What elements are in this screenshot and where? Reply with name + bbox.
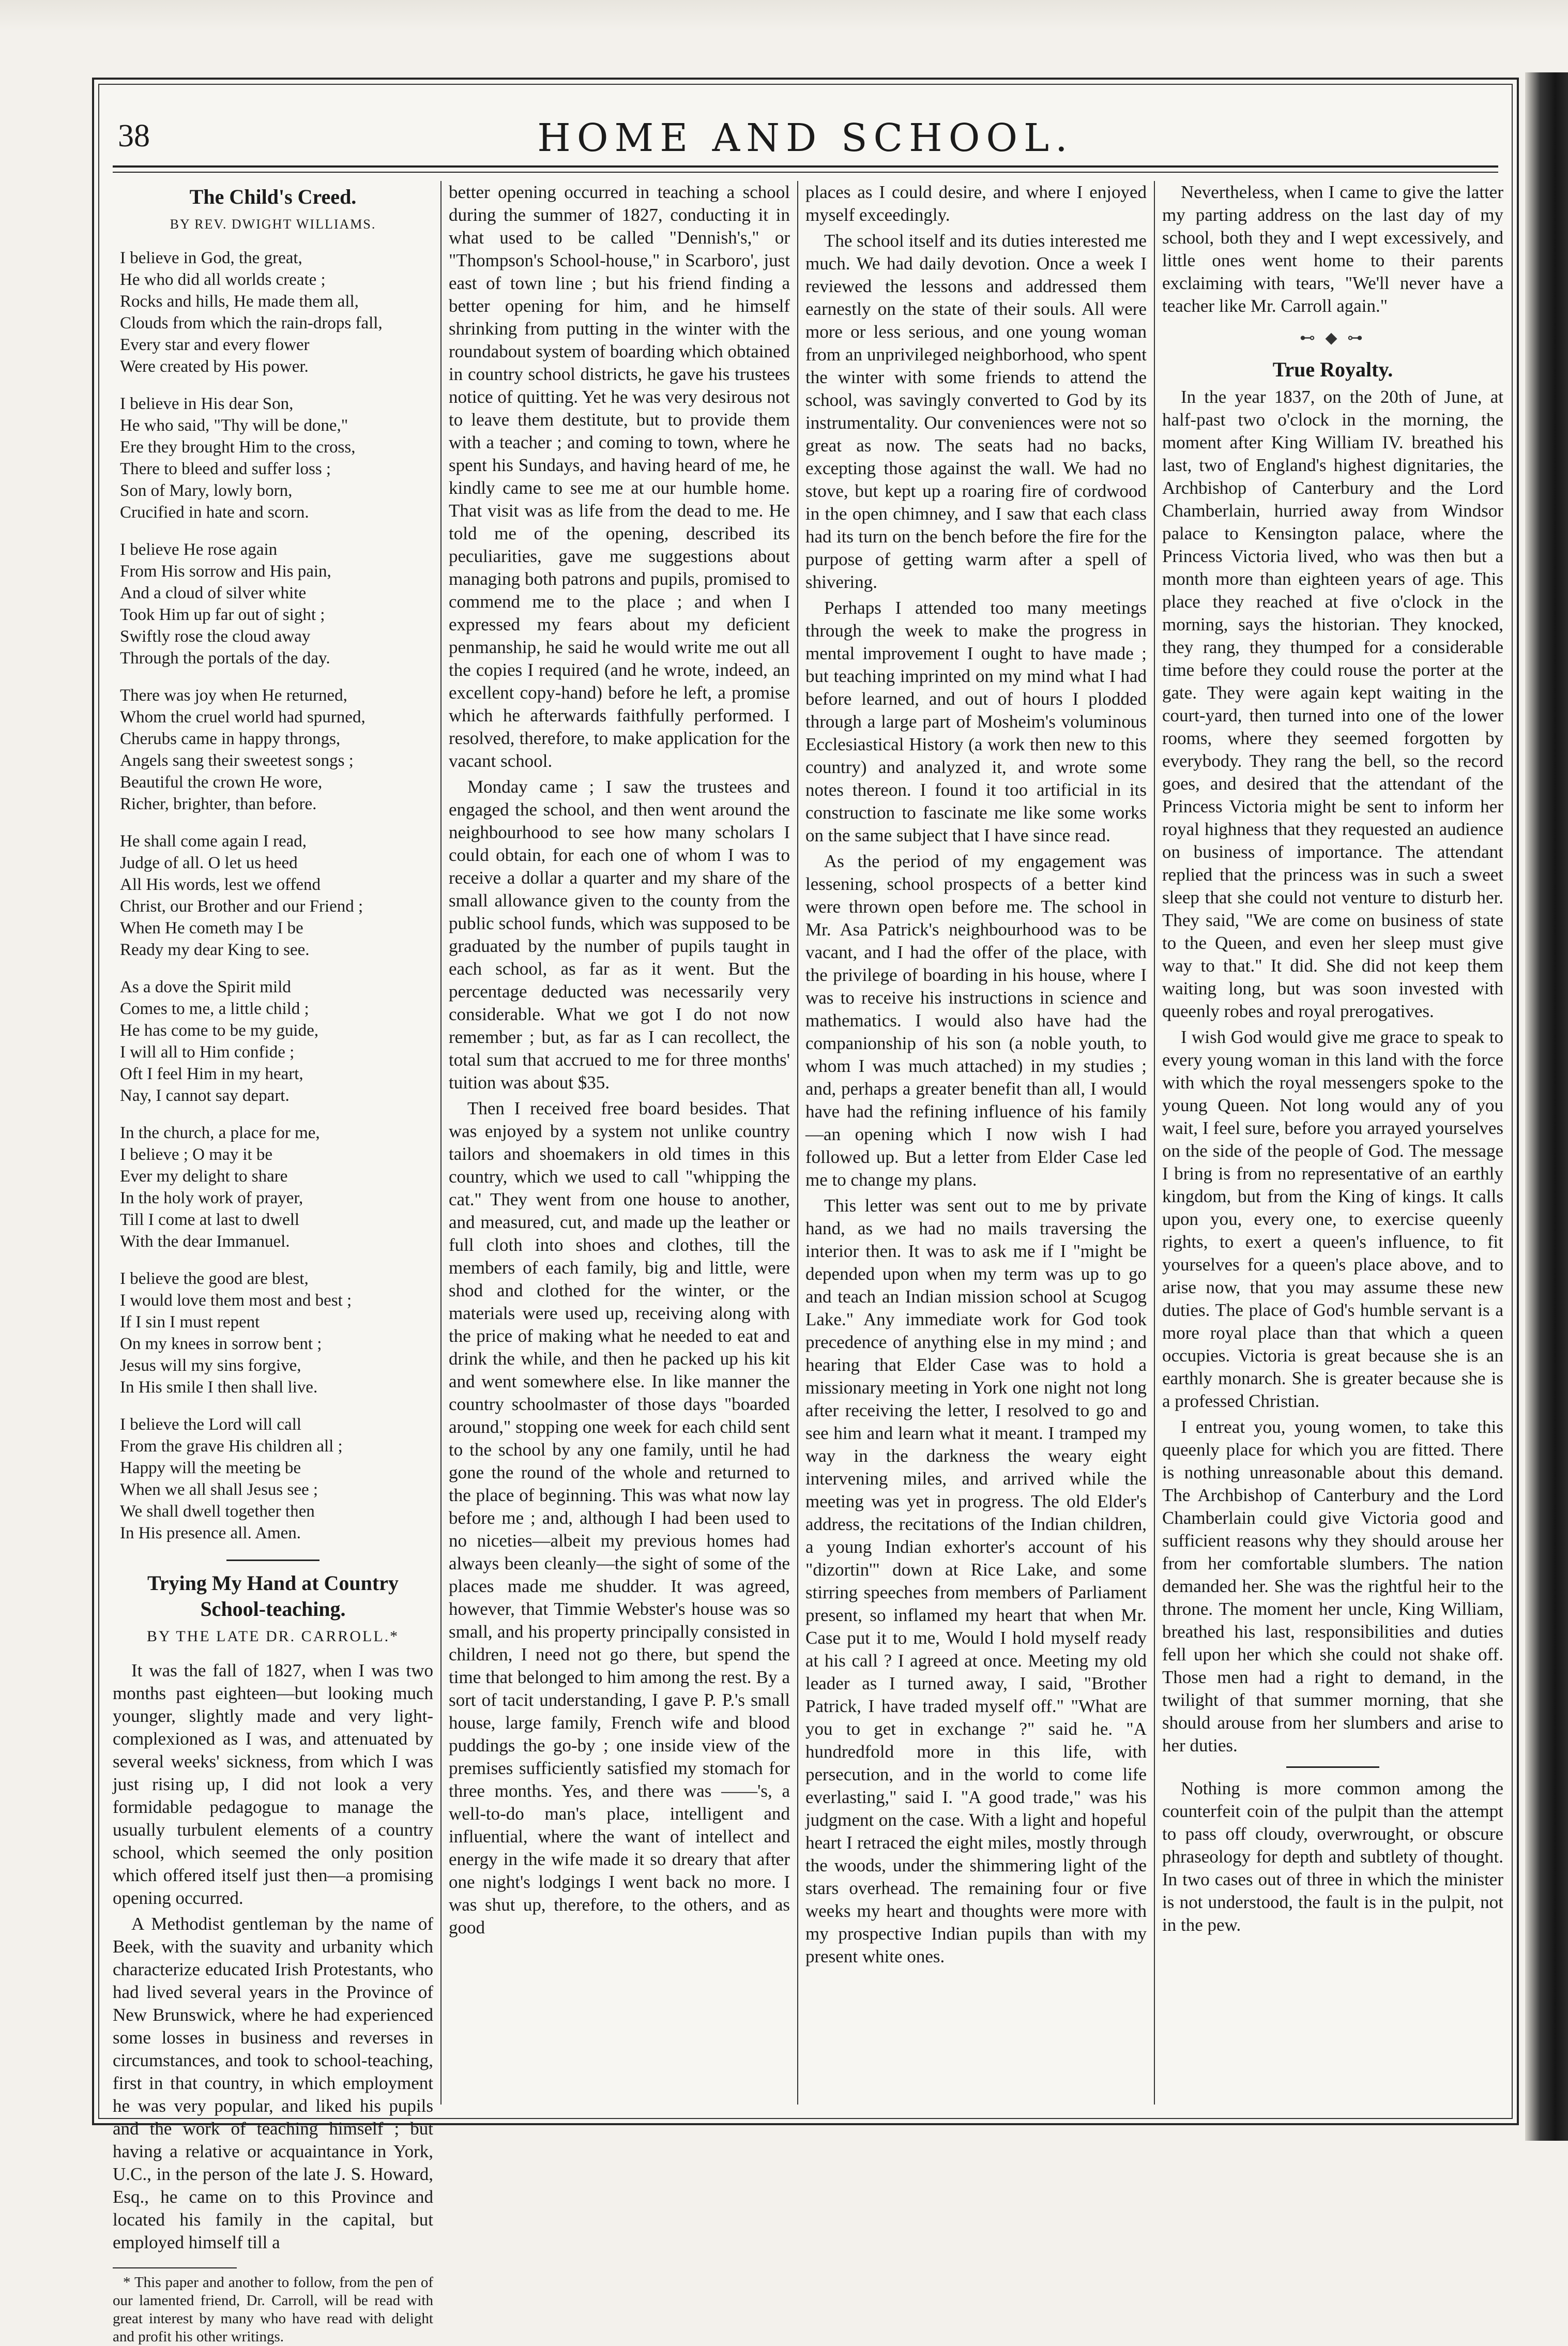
royalty-title: True Royalty.	[1272, 358, 1393, 381]
poem-line: Till I come at last to dwell	[120, 1210, 300, 1229]
poem-line: Ready my dear King to see.	[120, 941, 310, 959]
royalty-paragraph: In the year 1837, on the 20th of June, at half-past two o'clock in the morning, the moment after King William IV. breathed his last, two of England's highest dignitaries, the Archbishop of Canterbury and the Lord Chamberlain, hurried away from Windsor palace to Kensington palace, where the Princess Victoria lived, who was then but a month more than eighteen years of age. This place they reached at five o'clock in the morning, says the historian. They knocked, they rang, they thumped for a considerable time before they could rouse the porter at the gate. They were again kept waiting in the court-yard, then turned into one of the lower rooms, where they seemed forgotten by everybody. They rang the bell, so the record goes, and desired that the attendant of the Princess Victoria might be sent to inform her royal highness that they requested an audience on business of importance. The attendant replied that the princess was in such a sweet sleep that she could not venture to disturb her. They said, "We are come on business of state to the Queen, and even her sleep must give way to that." It did. She did not keep them waiting long, but was soon invested with queenly robes and royal prerogatives.	[1162, 387, 1503, 1021]
poem-line: Clouds from which the rain-drops fall,	[120, 314, 383, 332]
poem-byline: BY REV. DWIGHT WILLIAMS.	[170, 217, 376, 232]
header-rule	[113, 172, 1498, 173]
poem-line: On my knees in sorrow bent ;	[120, 1335, 322, 1353]
poem-line: All His words, lest we offend	[120, 875, 321, 894]
article-title: Trying My Hand at Country School-teaching.	[147, 1571, 399, 1621]
article-paragraph: It was the fall of 1827, when I was two months past eighteen—but looking much younger, slightly made and very light-complexioned as I was, and attenuated by several weeks' sickness, from which I was just rising up, I did not look a very formidable pedagogue to manage the usually turbulent elements of a country school, which seemed the only position which offered itself just then—a promising opening occurred.	[113, 1660, 433, 1908]
poem-line: Richer, brighter, than before.	[120, 795, 317, 813]
column-rule-1	[440, 181, 442, 2105]
poem-line: Crucified in hate and scorn.	[120, 503, 309, 522]
poem-line: I believe He rose again	[120, 540, 278, 559]
column-rule-3	[1154, 181, 1155, 2105]
ornamental-divider: ⊷ ◆ ⊶	[1299, 329, 1366, 346]
poem-line: In His smile I then shall live.	[120, 1378, 318, 1397]
poem-body	[113, 247, 433, 1544]
page-top-margin	[0, 0, 1568, 31]
poem-stanza	[113, 1268, 433, 1398]
royalty-paragraph: I entreat you, young women, to take this queenly place for which you are fitted. There is nothing unreasonable about this demand. The Archbishop of Canterbury and the Lord Chamberlain could give Victoria good and sufficient reasons why they should arouse her from her comfortable slumbers. The nation demanded her. She was the rightful heir to the throne. The moment her uncle, King William, breathed his last, responsibilities and duties fell upon her which she could not shake off. Those men had a right to demand, in the twilight of that summer morning, that she should arouse from her slumbers and arise to her duties.	[1162, 1417, 1503, 1755]
poem-line: Judge of all. O let us heed	[120, 854, 298, 872]
poem-line: He has come to be my guide,	[120, 1021, 318, 1040]
poem-line: Son of Mary, lowly born,	[120, 481, 293, 500]
article-paragraph: better opening occurred in teaching a school during the summer of 1827, conducting it in what used to be called "Dennish's," or "Thompson's School-house," in Scarboro', just east of town line ; but his friend finding a better opening for him, and he himself shrinking from putting in the winter with the roundabout system of boarding which obtained in country school districts, he gave his trustees notice of quitting. Yet he was very desirous not to leave them destitute, but to provide them with a teacher ; and coming to town, where he spent his Sundays, and having heard of me, he kindly came to see me at our humble home. That visit was as life from the dead to me. He told me of the opening, described its peculiarities, gave me suggestions about managing both patrons and pupils, promised to commend me to the place ; and when I expressed my fears about my deficient penmanship, he said he would write me out all the copies I required (and he wrote, indeed, an excellent copy-hand) before he left, a promise which he afterwards faithfully performed. I resolved, therefore, to make application for the vacant school.	[449, 182, 790, 771]
poem-line: Cherubs came in happy throngs,	[120, 730, 341, 748]
poem-stanza	[113, 976, 433, 1107]
poem-line: Jesus will my sins forgive,	[120, 1356, 301, 1375]
poem-line: When He cometh may I be	[120, 919, 303, 937]
poem-line: Happy will the meeting be	[120, 1459, 301, 1477]
closing-paragraph: Nothing is more common among the counterfeit coin of the pulpit than the attempt to pass off cloudy, overwrought, or obscure phraseology for depth and subtlety of thought. In two cases out of three in which the minister is not understood, the fault is in the pulpit, not in the pew.	[1162, 1778, 1503, 1935]
poem-line: Every star and every flower	[120, 336, 310, 354]
poem-line: I believe the Lord will call	[120, 1415, 301, 1434]
poem-line: Angels sang their sweetest songs ;	[120, 751, 354, 770]
article-paragraph: Perhaps I attended too many meetings through the week to make the progress in mental improvement I ought to have made ; but teaching imprinted on my mind what I had before learned, and out of hours I plodded through a large part of Mosheim's voluminous Ecclesiastical History (a work then new to this country) and analyzed it, and wrote some notes thereon. I found it too artificial in its construction to fascinate me like some works on the same subject that I have since read.	[805, 598, 1147, 845]
poem-line: Whom the cruel world had spurned,	[120, 708, 366, 726]
section-divider	[226, 1560, 319, 1561]
article-paragraph: This letter was sent out to me by private hand, as we had no mails traversing the interior then. It was to ask me if I "might be depended upon when my term was up to go and teach an Indian mission school at Scugog Lake." Any immediate work for God took precedence of anything else in my mind ; and hearing that Elder Case was to hold a missionary meeting in York one night not long after receiving the letter, I resolved to go and see him and learn what it meant. I tramped my way in the darkness the weary eight intervening miles, and arrived while the meeting was yet in progress. The old Elder's address, the recitations of the Indian children, a young Indian exhorter's account of his "dizortin'" down at Rice Lake, and some stirring speeches from members of Parliament present, so inflamed my heart that when Mr. Case put it to me, Would I hold myself ready at his call ? I agreed at once. Meeting my old leader as I turned away, I said, "Brother Patrick, I have traded myself off." "What are you to get in exchange ?" said he. "A hundredfold more in this life, with persecution, and in the world to come life everlasting," said I. "A good trade," was his judgment on the case. With a light and hopeful heart I retraced the eight miles, mostly through the woods, under the shimmering light of the stars overhead. The remaining four or five weeks my heart and thoughts were more with my prospective Indian pupils than with my present white ones.	[805, 1195, 1147, 1966]
poem-line: I would love them most and best ;	[120, 1291, 352, 1310]
poem-line: Comes to me, a little child ;	[120, 1000, 309, 1018]
footnote-rule	[113, 2267, 237, 2268]
poem-line: Christ, our Brother and our Friend ;	[120, 897, 363, 916]
column-4	[1162, 181, 1503, 2105]
poem-line: And a cloud of silver white	[120, 584, 307, 602]
poem-stanza	[113, 685, 433, 815]
poem-title: The Child's Creed.	[189, 185, 357, 208]
poem-line: Swiftly rose the cloud away	[120, 627, 311, 646]
poem-line: Ere they brought Him to the cross,	[120, 438, 356, 457]
masthead-title: HOME AND SCHOOL.	[537, 116, 1074, 160]
poem-line: I believe in God, the great,	[120, 249, 302, 267]
poem-line: Rocks and hills, He made them all,	[120, 292, 359, 311]
poem-line: I believe in His dear Son,	[120, 395, 294, 413]
column-rule-2	[797, 181, 798, 2105]
poem-line: I will all to Him confide ;	[120, 1043, 295, 1062]
poem-line: From His sorrow and His pain,	[120, 562, 331, 581]
poem-stanza	[113, 247, 433, 377]
article-byline: BY THE LATE DR. CARROLL.*	[146, 1628, 400, 1645]
poem-line: Nay, I cannot say depart.	[120, 1086, 290, 1105]
article-paragraph: Nevertheless, when I came to give the latter my parting address on the last day of my school, both they and I wept excessively, and little ones went home to their parents exclaiming with tears, "We'll never have a teacher like Mr. Carroll again."	[1162, 182, 1503, 316]
poem-line: In the holy work of prayer,	[120, 1189, 303, 1207]
page-header	[113, 109, 1498, 168]
poem-line: He who said, "Thy will be done,"	[120, 416, 348, 435]
article-paragraph: As the period of my engagement was lessening, school prospects of a better kind were thrown open before me. The school in Mr. Asa Patrick's neighbourhood was to be vacant, and I had the offer of the place, with the privilege of boarding in his house, where I was to receive his instructions in science and mathematics. I would also have had the companionship of his son (a noble youth, to whom I was much attached) in my studies ; and, perhaps a greater benefit than all, I would have had the refining influence of his family —an opening which I now wish I had followed up. But a letter from Elder Case led me to change my plans.	[805, 851, 1147, 1190]
column-2	[449, 181, 790, 2105]
column-1	[113, 181, 433, 2345]
poem-stanza	[113, 1122, 433, 1252]
poem-line: I believe ; O may it be	[120, 1145, 273, 1164]
poem-line: In the church, a place for me,	[120, 1124, 320, 1142]
page-number: 38	[118, 118, 150, 154]
poem-line: As a dove the Spirit mild	[120, 978, 291, 996]
poem-line: Beautiful the crown He wore,	[120, 773, 323, 792]
poem-line: If I sin I must repent	[120, 1313, 260, 1331]
article-paragraph: The school itself and its duties interested me much. We had daily devotion. Once a week I reviewed the lessons and addressed them earnestly on the state of their souls. All were more or less serious, and one young woman from an unprivileged neighborhood, who spent the winter with some friends to attend the school, was savingly converted to God by its instrumentality. Our conveniences were not so great as now. The seats had no backs, excepting those against the wall. We had no stove, but kept up a roaring fire of cordwood in the open chimney, and I saw that each class had its turn on the bench before the fire for the purpose of getting warm after a spell of shivering.	[805, 231, 1147, 592]
poem-stanza	[113, 1414, 433, 1544]
newspaper-page	[92, 78, 1519, 2345]
article-paragraph: A Methodist gentleman by the name of Beek, with the suavity and urbanity which characterize educated Irish Protestants, who had lived several years in the Province of New Brunswick, where he had experienced some losses in business and reverses in circumstances, and took to school-teaching, first in that country, in which employment he was very popular, and liked his pupils and the work of teaching himself ; but having a relative or acquaintance in York, U.C., in the person of the late J. S. Howard, Esq., he came on to this Province and located his family in the capital, but employed himself till a	[113, 1914, 433, 2252]
article-paragraph: places as I could desire, and where I enjoyed myself exceedingly.	[805, 182, 1147, 225]
royalty-paragraph: I wish God would give me grace to speak to every young woman in this land with the force with which the royal messengers spoke to the young Queen. Not long would any of you wait, I feel sure, before you arrayed yourselves on the side of the people of God. The message I bring is from no representative of an earthly kingdom, but from the King of kings. It calls upon you, every one, to exercise queenly rights, to exert a queen's influence, to fit yourselves for a queen's place above, and to arise now, that you may assume these new duties. The place of God's humble servant is a more royal place than that which a queen occupies. Victoria is great because she is an earthly monarch. She is greater because she is a professed Christian.	[1162, 1027, 1503, 1411]
section-divider	[1286, 1766, 1379, 1768]
poem-line: Ever my delight to share	[120, 1167, 288, 1186]
poem-line: Through the portals of the day.	[120, 649, 330, 668]
poem-line: Took Him up far out of sight ;	[120, 606, 325, 624]
poem-line: There to bleed and suffer loss ;	[120, 460, 331, 478]
poem-line: He shall come again I read,	[120, 832, 307, 851]
footnote: * This paper and another to follow, from the pen of our lamented friend, Dr. Carroll, will be read with great interest by many who have read with delight and profit his other writings.	[113, 2274, 433, 2345]
poem-line: When we all shall Jesus see ;	[120, 1480, 318, 1499]
poem-stanza	[113, 539, 433, 669]
poem-stanza	[113, 830, 433, 961]
poem-stanza	[113, 393, 433, 523]
poem-line: He who did all worlds create ;	[120, 270, 326, 289]
column-3	[805, 181, 1147, 2105]
poem-line: We shall dwell together then	[120, 1502, 315, 1521]
article-paragraph: Then I received free board besides. That was enjoyed by a system not unlike country tailors and shoemakers in old times in this country, which we used to call "whipping the cat." They went from one house to another, and measured, cut, and made up the leather or full cloth into shoes and clothes, till the members of each family, big and little, were shod and clothed for the winter, or the materials were used up, receiving along with the price of making what he needed to eat and drink the while, and then he packed up his kit and went somewhere else. In like manner the country schoolmaster of those days "boarded around," stopping one week for each child sent to the school by any one family, until he had gone the round of the whole and returned to the place of beginning. This was what now lay before me ; and, although I had been used to no niceties—albeit my previous homes had always been cleanly—the sight of some of the places made me shudder. It was agreed, however, that Timmie Webster's house was so small, and his property principally consisted in children, I need not go there, but spend the time that belonged to him among the rest. By a sort of tacit understanding, I gave P. P.'s small house, large family, French wife and blood puddings the go-by ; one inside view of the premises sufficiently satisfied my stomach for three months. Yes, and there was ——'s, a well-to-do man's place, intelligent and influential, where the want of intellect and energy in the wife made it so dreary that after one night's lodgings I went back no more. I was shut up, therefore, to the others, and as good	[449, 1098, 790, 1938]
article-paragraph: Monday came ; I saw the trustees and engaged the school, and then went around the neighbourhood to see how many scholars I could obtain, for each one of whom I was to receive a dollar a quarter and my share of the small allowance given to the county from the public school funds, which was supposed to be graduated by the number of pupils taught in each school, as far as it went. But the percentage deducted was necessarily very considerable. What we got I do not now remember ; but, as far as I can recollect, the total sum that accrued to me for three months' tuition was about $35.	[449, 777, 790, 1093]
poem-line: Oft I feel Him in my heart,	[120, 1065, 303, 1083]
poem-line: I believe the good are blest,	[120, 1269, 309, 1288]
poem-line: With the dear Immanuel.	[120, 1232, 290, 1251]
poem-line: Were created by His power.	[120, 357, 309, 376]
adjacent-page-edge	[1525, 72, 1568, 2141]
poem-line: From the grave His children all ;	[120, 1437, 343, 1456]
poem-line: In His presence all. Amen.	[120, 1524, 301, 1542]
poem-line: There was joy when He returned,	[120, 686, 347, 705]
